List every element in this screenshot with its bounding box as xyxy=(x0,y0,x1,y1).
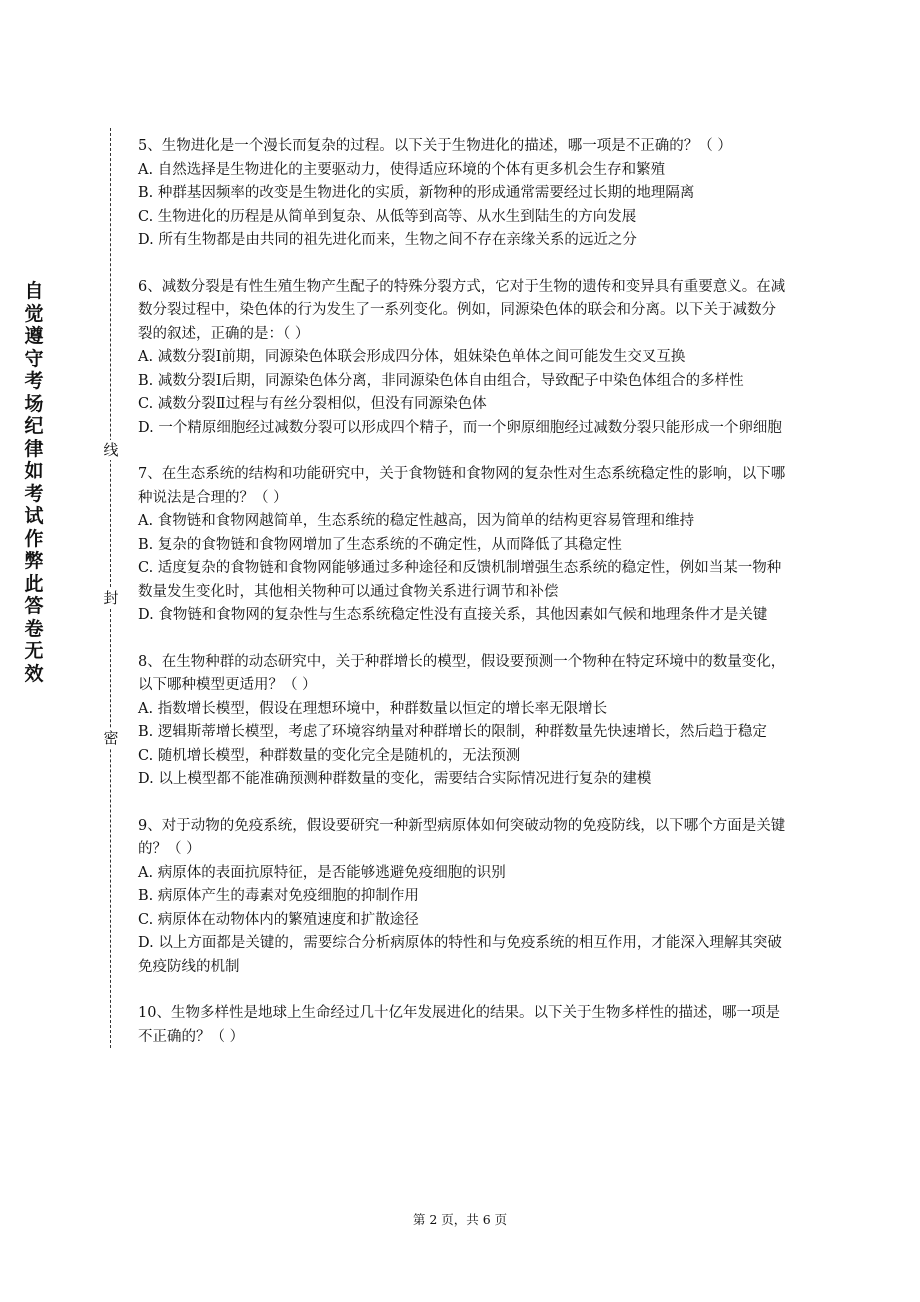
question-stem: 5、生物进化是一个漫长而复杂的过程。以下关于生物进化的描述，哪一项是不正确的？（ ） xyxy=(138,138,732,154)
option-b: B. 减数分裂Ⅰ后期，同源染色体分离，非同源染色体自由组合，导致配子中染色体组合的多样性 xyxy=(138,372,744,389)
option-a: A. 食物链和食物网越简单，生态系统的稳定性越高，因为简单的结构更容易管理和维持 xyxy=(138,513,695,529)
option-c: C. 生物进化的历程是从简单到复杂、从低等到高等、从水生到陆生的方向发展 xyxy=(138,208,637,225)
option-b: B. 种群基因频率的改变是生物进化的实质，新物种的形成通常需要经过长期的地理隔离 xyxy=(138,185,695,201)
question-stem: 7、在生态系统的结构和功能研究中，关于食物链和食物网的复杂性对生态系统稳定性的影响，以下哪种说法是合理的？（ ） xyxy=(138,466,786,506)
option-c: C. 随机增长模型，种群数量的变化完全是随机的，无法预测 xyxy=(138,747,521,764)
question-7 xyxy=(138,463,788,628)
question-10 xyxy=(138,1002,788,1049)
question-9 xyxy=(138,815,788,980)
option-c: C. 病原体在动物体内的繁殖速度和扩散途径 xyxy=(138,911,419,928)
exam-discipline-notice: 自觉遵守考场纪律如考试作弊此答卷无效 xyxy=(24,280,44,685)
question-6 xyxy=(138,276,788,441)
option-d: D. 食物链和食物网的复杂性与生态系统稳定性没有直接关系，其他因素如气候和地理条件才是关键 xyxy=(138,607,768,623)
question-stem: 6、减数分裂是有性生殖生物产生配子的特殊分裂方式，它对于生物的遗传和变异具有重要意义。在减数分裂过程中，染色体的行为发生了一系列变化。例如，同源染色体的联会和分离。以下关于减数分裂的叙述，正确的是：（ ） xyxy=(138,278,786,342)
option-d: D. 以上模型都不能准确预测种群数量的变化，需要结合实际情况进行复杂的建模 xyxy=(138,771,652,787)
option-b: B. 病原体产生的毒素对免疫细胞的抑制作用 xyxy=(138,888,419,904)
binding-mark-secret: 密 xyxy=(101,728,121,748)
page-number: 第 2 页，共 6 页 xyxy=(412,1212,508,1227)
question-8 xyxy=(138,651,788,792)
question-5 xyxy=(138,135,788,253)
binding-mark-seal: 封 xyxy=(101,588,121,608)
option-a: A. 减数分裂Ⅰ前期，同源染色体联会形成四分体，姐妹染色单体之间可能发生交叉互换 xyxy=(138,349,686,365)
question-stem: 10、生物多样性是地球上生命经过几十亿年发展进化的结果。以下关于生物多样性的描述，哪一项是不正确的？（ ） xyxy=(138,1005,780,1045)
question-stem: 8、在生物种群的动态研究中，关于种群增长的模型，假设要预测一个物种在特定环境中的数量变化，以下哪种模型更适用？（ ） xyxy=(138,653,786,693)
option-d: D. 以上方面都是关键的，需要综合分析病原体的特性和与免疫系统的相互作用，才能深入理解其突破免疫防线的机制 xyxy=(138,935,782,975)
question-stem: 9、对于动物的免疫系统，假设要研究一种新型病原体如何突破动物的免疫防线，以下哪个方面是关键的？（ ） xyxy=(138,817,786,857)
option-a: A. 病原体的表面抗原特征，是否能够逃避免疫细胞的识别 xyxy=(138,864,506,881)
option-d: D. 一个精原细胞经过减数分裂可以形成四个精子，而一个卵原细胞经过减数分裂只能形成一个卵细胞 xyxy=(138,419,782,436)
binding-mark-line: 线 xyxy=(101,440,121,460)
option-d: D. 所有生物都是由共同的祖先进化而来，生物之间不存在亲缘关系的远近之分 xyxy=(138,232,637,248)
option-a: A. 自然选择是生物进化的主要驱动力，使得适应环境的个体有更多机会生存和繁殖 xyxy=(138,161,666,178)
option-a: A. 指数增长模型，假设在理想环境中，种群数量以恒定的增长率无限增长 xyxy=(138,700,608,717)
option-c: C. 减数分裂Ⅱ过程与有丝分裂相似，但没有同源染色体 xyxy=(138,396,487,412)
option-b: B. 逻辑斯蒂增长模型，考虑了环境容纳量对种群增长的限制，种群数量先快速增长，然后趋于稳定 xyxy=(138,724,767,740)
option-b: B. 复杂的食物链和食物网增加了生态系统的不确定性，从而降低了其稳定性 xyxy=(138,536,622,553)
option-c: C. 适度复杂的食物链和食物网能够通过多种途径和反馈机制增强生态系统的稳定性，例如当某一物种数量发生变化时，其他相关物种可以通过食物关系进行调节和补偿 xyxy=(138,560,782,600)
question-list xyxy=(138,135,788,1072)
